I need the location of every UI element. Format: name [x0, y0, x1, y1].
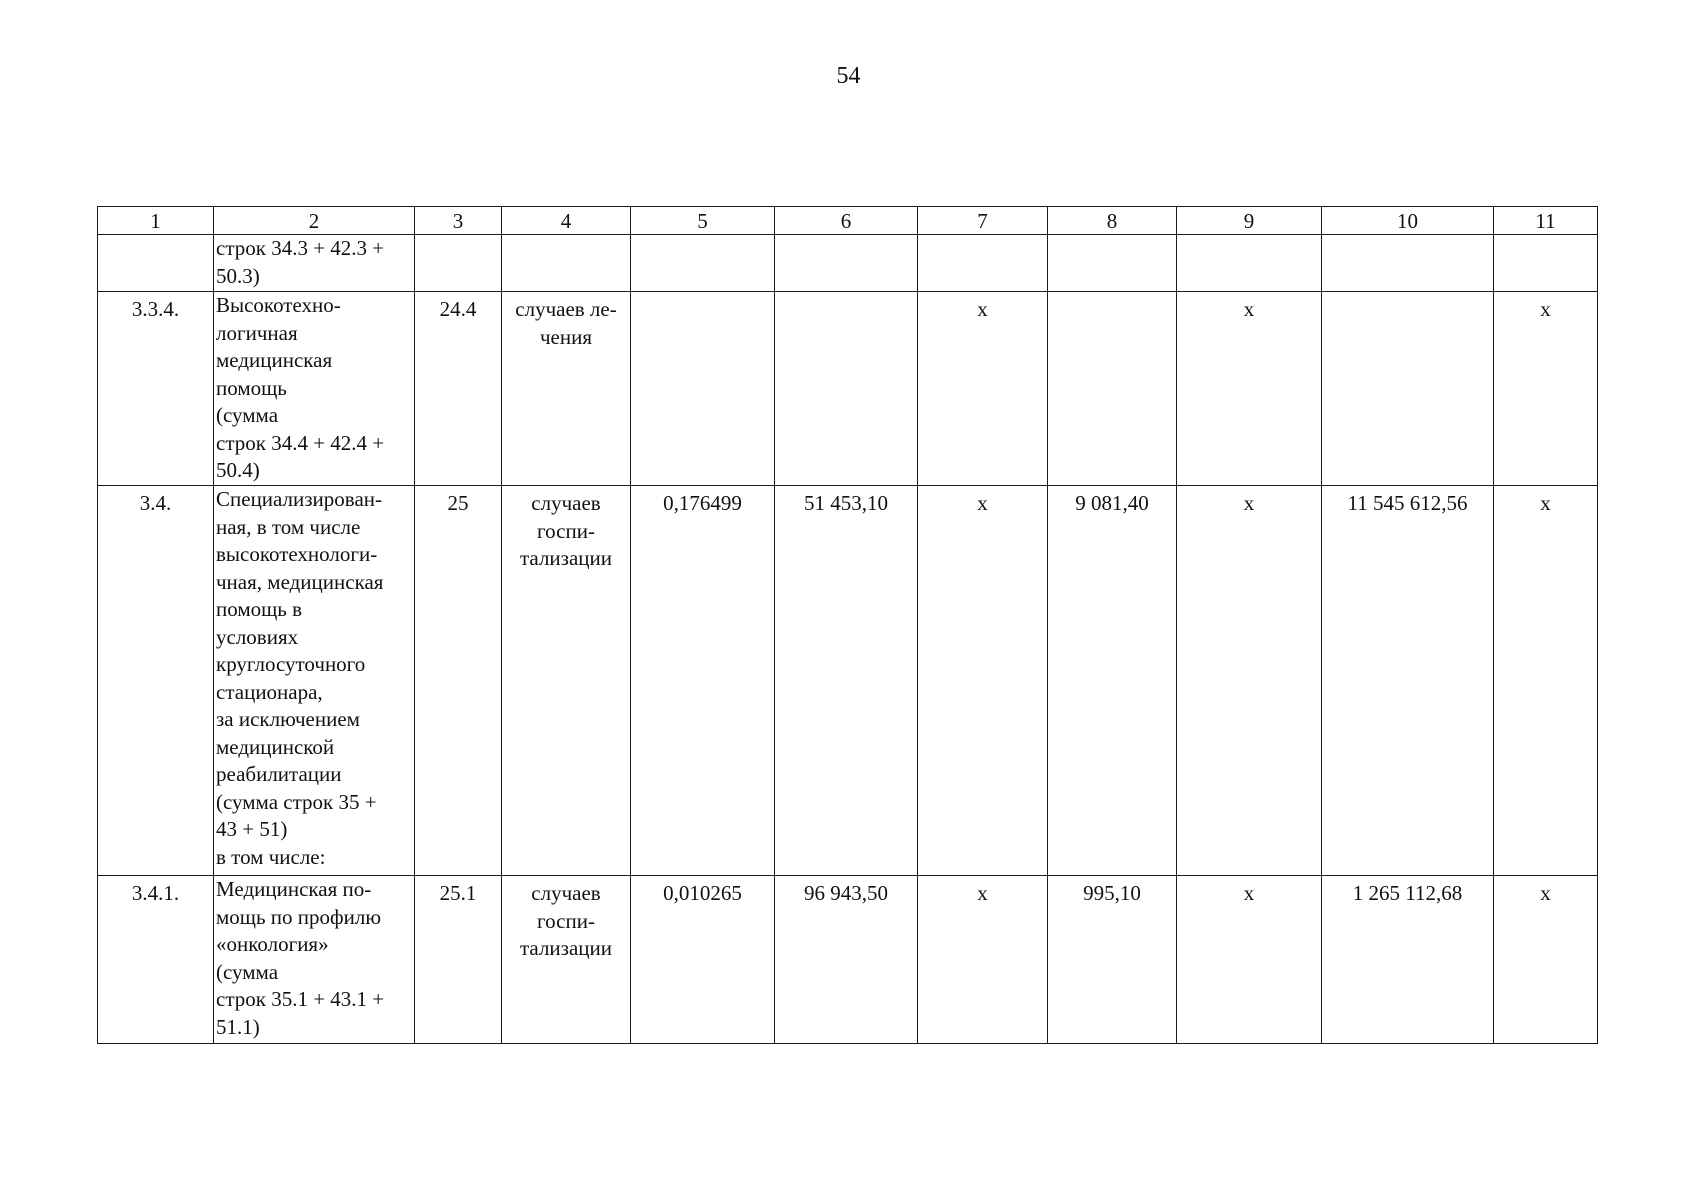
value [1050, 292, 1174, 296]
value: 51 453,10 [804, 491, 888, 515]
row-code: 3.4.1. [131, 881, 180, 905]
value-cell [775, 876, 918, 1044]
value [777, 292, 915, 296]
line-number: 25 [447, 491, 469, 515]
value: 96 943,50 [804, 881, 888, 905]
value [1050, 235, 1174, 239]
row-name-cell [214, 876, 415, 1044]
value-cell [1177, 876, 1322, 1044]
line-number [417, 235, 499, 239]
unit-cell [502, 876, 631, 1044]
column-number-7: 7 [918, 207, 1048, 235]
row-name: Высокотехно- логичная медицинская помощь (сумма строк 34.4 + 42.4 + 50.4) [216, 293, 385, 482]
value: х [1243, 491, 1255, 515]
line-number-cell [415, 876, 502, 1044]
value-cell [1048, 292, 1177, 486]
value-cell [1322, 235, 1494, 292]
value-cell [775, 292, 918, 486]
column-number-8: 8 [1048, 207, 1177, 235]
column-number-9: 9 [1177, 207, 1322, 235]
value-cell [1177, 292, 1322, 486]
row-code: 3.4. [139, 491, 172, 515]
row-name: строк 34.3 + 42.3 + 50.3) [216, 236, 385, 288]
value-cell [918, 486, 1048, 876]
column-number-4: 4 [502, 207, 631, 235]
value-cell [1494, 235, 1598, 292]
value-cell [775, 235, 918, 292]
value [633, 235, 772, 239]
line-number-cell [415, 486, 502, 876]
column-number-5: 5 [631, 207, 775, 235]
value-cell [1177, 486, 1322, 876]
value-cell [1322, 292, 1494, 486]
value-cell [1048, 235, 1177, 292]
value [633, 292, 772, 296]
value: х [977, 491, 988, 515]
line-number: 24.4 [439, 297, 477, 321]
value [1324, 235, 1491, 239]
value-cell [1048, 486, 1177, 876]
unit-cell [502, 292, 631, 486]
table-header-row [98, 207, 1598, 235]
table-row [98, 486, 1598, 876]
value: х [1243, 297, 1255, 321]
value: 11 545 612,56 [1347, 491, 1468, 515]
line-number-cell [415, 235, 502, 292]
value-cell [775, 486, 918, 876]
value-cell [631, 876, 775, 1044]
unit-cell [502, 235, 631, 292]
unit: случаев госпи- тализации [520, 491, 612, 570]
row-code: 3.3.4. [131, 297, 180, 321]
row-name: Медицинская по- мощь по профилю «онкология» (сумма строк 35.1 + 43.1 + 51.1) [216, 877, 385, 1039]
page-number: 54 [836, 63, 861, 89]
value: 1 265 112,68 [1352, 881, 1463, 905]
value: х [977, 297, 988, 321]
table-row [98, 292, 1598, 486]
column-number-3: 3 [415, 207, 502, 235]
value [1324, 292, 1491, 296]
unit-cell [502, 486, 631, 876]
row-name-cell [214, 292, 415, 486]
row-code-cell [98, 292, 214, 486]
value [777, 235, 915, 239]
value-cell [1494, 486, 1598, 876]
value-cell [1322, 486, 1494, 876]
value: 0,176499 [663, 491, 742, 515]
line-number: 25.1 [439, 881, 477, 905]
value: х [1540, 881, 1551, 905]
value: х [1243, 881, 1255, 905]
value-cell [918, 876, 1048, 1044]
value-cell [1494, 292, 1598, 486]
value: х [1540, 491, 1551, 515]
value-cell [631, 235, 775, 292]
value: х [1540, 297, 1551, 321]
row-code-cell [98, 486, 214, 876]
table-row [98, 235, 1598, 292]
data-table [97, 206, 1598, 1044]
row-name: Специализирован- ная, в том числе высокотехнологи- чная, медицинская помощь в условиях круглосуточного стационара, за исключением медицинской реабилитации (сумма строк 35 + 43 + 51) в том числе: [216, 487, 384, 869]
value-cell [631, 292, 775, 486]
row-code-cell [98, 235, 214, 292]
value-cell [1322, 876, 1494, 1044]
unit: случаев госпи- тализации [520, 881, 612, 960]
column-number-1: 1 [98, 207, 214, 235]
value [1179, 235, 1319, 239]
value-cell [1494, 876, 1598, 1044]
unit [504, 235, 628, 239]
row-code [100, 235, 211, 239]
value: 995,10 [1083, 881, 1141, 905]
value: 0,010265 [663, 881, 742, 905]
value-cell [631, 486, 775, 876]
value: х [977, 881, 988, 905]
value [920, 235, 1045, 239]
value-cell [1048, 876, 1177, 1044]
value-cell [1177, 235, 1322, 292]
value: 9 081,40 [1075, 491, 1149, 515]
column-number-10: 10 [1322, 207, 1494, 235]
value-cell [918, 292, 1048, 486]
line-number-cell [415, 292, 502, 486]
unit: случаев ле- чения [515, 297, 617, 349]
column-number-2: 2 [214, 207, 415, 235]
column-number-6: 6 [775, 207, 918, 235]
column-number-11: 11 [1494, 207, 1598, 235]
value [1496, 235, 1595, 239]
row-name-cell [214, 235, 415, 292]
value-cell [918, 235, 1048, 292]
row-name-cell [214, 486, 415, 876]
row-code-cell [98, 876, 214, 1044]
table-row [98, 876, 1598, 1044]
